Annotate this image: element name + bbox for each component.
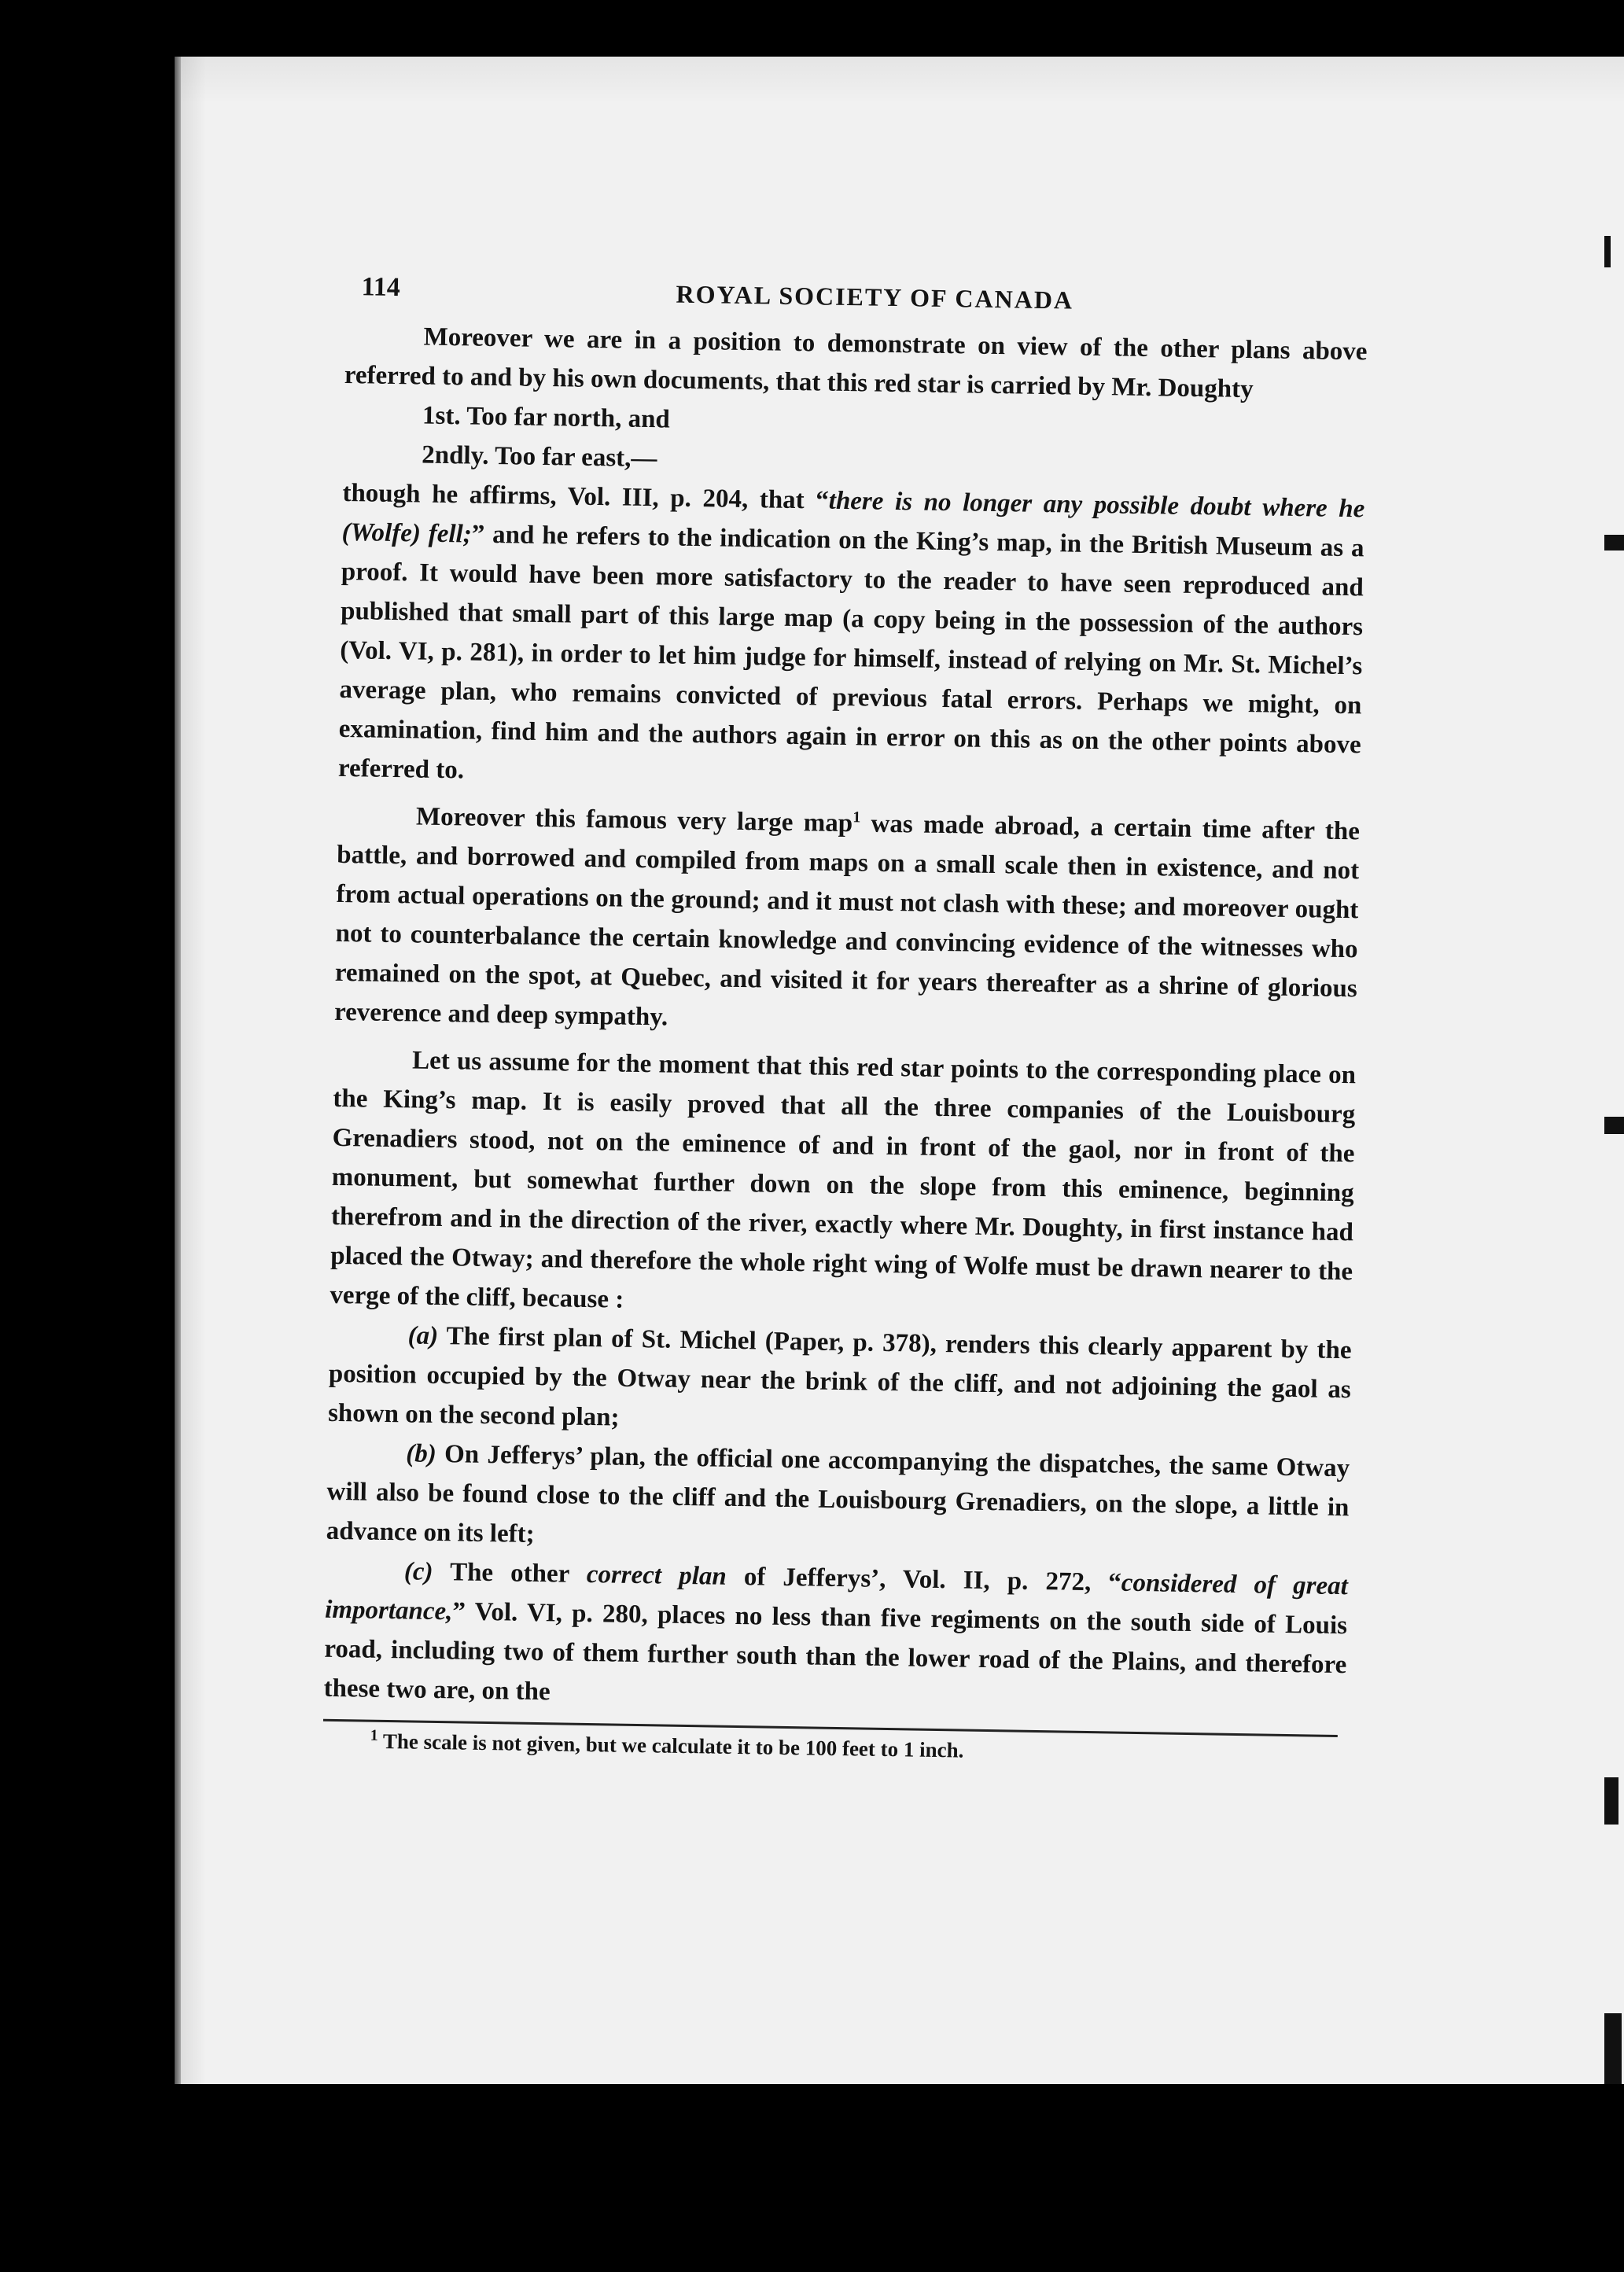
paragraph-3-start: Moreover this famous very large map xyxy=(415,802,853,838)
paragraph-3-rest: was made abroad, a certain time after the battle, and borrowed and compiled from maps on a small scale then in existence, and not from actual operations on the ground; and it must not clash with these; and moreover ought not to counterbalance the certain knowledge and convincing evidence of the witnesses who remained on the spot, at Quebec, and visited it for years thereafter as a shrine of glorious reverence and deep sympathy. xyxy=(333,809,1361,1032)
paragraph-4: Let us assume for the moment that this red star points to the corresponding place on the King’s map. It is easily proved that all the three companies of the Louisbourg Grenadiers stood, not on the eminence of and in front of the gaol, nor in front of the monument, but somewhat further down on the slope from this eminence, beginning therefrom and in the direction of the river, exactly where Mr. Doughty, in first instance had placed the Otway; and therefore the whole right wing of Wolfe must be drawn nearer to the verge of the cliff, because : xyxy=(330,1046,1357,1314)
list-item-1: 1st. Too far north, and xyxy=(422,401,671,434)
paragraph-1: Moreover we are in a position to demonstrate on view of the other plans above referred to and by his own documents, that this red star is carried by Mr. Doughty xyxy=(344,322,1368,404)
clause-c-label: (c) xyxy=(403,1557,433,1586)
clause-b-label: (b) xyxy=(406,1439,437,1468)
clause-c-text-2: of Jefferys’, Vol. II, p. 272, “ xyxy=(726,1562,1122,1597)
paragraph-2 xyxy=(338,473,1365,804)
clause-c-italic-1: correct plan xyxy=(586,1560,727,1591)
clause-a-label: (a) xyxy=(407,1321,439,1351)
footnote-text: The scale is not given, but we calculate it to be 100 feet to 1 inch. xyxy=(377,1729,964,1762)
paragraph-2-quote: there is no longer any possible doubt where he (Wolfe) fell; xyxy=(341,486,1365,549)
clause-a xyxy=(328,1315,1352,1449)
scan-bottom-border xyxy=(126,2084,1624,2272)
scan-edge-marks xyxy=(1604,236,1624,2123)
footnote-reference: 1 xyxy=(853,808,861,827)
clause-c-text-3: ” Vol. VI, p. 280, places no less than five regiments on the south side of Louis road, including two of them further south than the lower road of the Plains, and therefore these two are, on the xyxy=(323,1597,1348,1707)
footnote-mark: 1 xyxy=(370,1726,378,1744)
clause-c xyxy=(323,1551,1348,1724)
paragraph-2-rest: ” and he refers to the indication on the King’s map, in the British Museum as a proof. It would have been more satisfactory to the reader to have seen reproduced and published that small part of this large map (a copy being in the possession of the authors (Vol. VI, p. 281), in order to let him judge for himself, instead of relying on Mr. St. Michel’s average plan, who remains convicted of previous fatal errors. Perhaps we might, on examination, find him and the authors again in error on this as on the other points above referred to. xyxy=(337,520,1364,785)
paragraph-2-start: though he affirms, Vol. III, p. 204, that “ xyxy=(342,478,830,515)
clause-a-text: The first plan of St. Michel (Paper, p. 378), renders this clearly apparent by the position occupied by the Otway near the brink of the cliff, and not adjoining the gaol as shown on the second plan; xyxy=(327,1322,1352,1432)
running-head: ROYAL SOCIETY OF CANADA xyxy=(676,279,1074,315)
clause-c-italic-2: considered of great importance, xyxy=(324,1568,1349,1626)
clause-b-text: On Jefferys’ plan, the official one accompanying the dispatches, the same Otway will also be found close to the cliff and the Louisbourg Grenadiers, on the slope, a little in advance on its left; xyxy=(326,1439,1350,1548)
page-body xyxy=(322,267,1368,1772)
list-item-2: 2ndly. Too far east,— xyxy=(421,440,657,473)
page-edge-shadow xyxy=(175,57,181,2149)
paragraph-3 xyxy=(334,796,1361,1048)
clause-c-text-1: The other xyxy=(433,1557,587,1589)
clause-b xyxy=(326,1433,1350,1567)
page-number: 114 xyxy=(361,272,401,303)
